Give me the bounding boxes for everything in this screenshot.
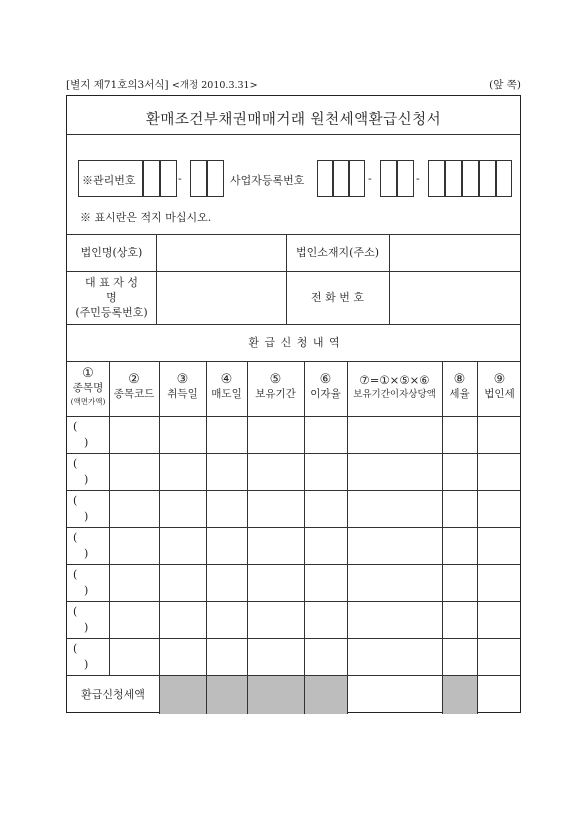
column-label: 취득일	[167, 388, 198, 400]
total-shaded-cells	[442, 676, 477, 714]
total-refund-field[interactable]	[477, 675, 522, 714]
phone-label: 전 화 번 호	[311, 291, 364, 304]
column-header	[109, 373, 159, 401]
row-close-paren: )	[84, 658, 89, 671]
column-number: ③	[176, 372, 189, 387]
instruction-note: ※ 표시란은 적지 마십시오.	[80, 211, 212, 224]
column-header	[206, 373, 247, 401]
management-number-box[interactable]	[160, 160, 177, 197]
column-header	[304, 373, 347, 401]
column-number: ⑨	[493, 372, 506, 387]
business-number-box[interactable]	[479, 160, 496, 197]
business-registration-label: 사업자등록번호	[230, 174, 305, 187]
management-number-label: ※관리번호	[82, 174, 136, 187]
row-open-paren: (	[73, 494, 78, 507]
representative-label-line2: 명	[106, 291, 117, 304]
column-number: ⑦=①×⑤×⑥	[359, 373, 430, 387]
column-label: 종목명	[72, 382, 104, 394]
management-number-box[interactable]	[207, 160, 224, 197]
corp-address-label: 법인소재지(주소)	[296, 246, 379, 259]
dash-separator: -	[368, 172, 372, 185]
representative-field[interactable]	[156, 271, 286, 324]
column-number: ⑥	[319, 372, 332, 387]
form-title: 환매조건부채권매매거래 원천세액환급신청서	[145, 112, 442, 128]
phone-field[interactable]	[389, 271, 522, 324]
management-number-box[interactable]	[143, 160, 160, 197]
business-number-box[interactable]	[496, 160, 512, 197]
business-number-box[interactable]	[380, 160, 397, 197]
dash-separator: -	[416, 172, 420, 185]
row-close-paren: )	[84, 584, 89, 597]
column-label: 종목코드	[113, 388, 155, 400]
row-close-paren: )	[84, 436, 89, 449]
business-number-box[interactable]	[445, 160, 462, 197]
column-number: ⑧	[453, 372, 466, 387]
column-label: 보유기간	[255, 388, 296, 400]
corp-name-label: 법인명(상호)	[80, 246, 143, 259]
column-label: 매도일	[211, 388, 242, 400]
column-label: 법인세	[484, 388, 515, 400]
business-number-box[interactable]	[462, 160, 479, 197]
total-refund-label: 환급신청세액	[81, 688, 145, 701]
row-close-paren: )	[84, 510, 89, 523]
column-header	[67, 367, 109, 409]
row-open-paren: (	[73, 420, 78, 433]
column-header	[247, 373, 304, 401]
row-open-paren: (	[73, 531, 78, 544]
column-header	[159, 373, 206, 401]
total-shaded-cells	[159, 676, 347, 714]
row-open-paren: (	[73, 642, 78, 655]
section-title: 환 급 신 청 내 역	[248, 336, 341, 349]
row-close-paren: )	[84, 473, 89, 486]
representative-label	[67, 271, 156, 324]
business-number-box[interactable]	[317, 160, 333, 197]
business-number-box[interactable]	[349, 160, 365, 197]
column-header	[477, 373, 522, 401]
column-number: ⑤	[269, 372, 282, 387]
application-form	[66, 95, 521, 713]
page-side-label: (앞 쪽)	[489, 79, 521, 91]
column-header	[347, 373, 442, 402]
management-number-box[interactable]	[190, 160, 207, 197]
row-close-paren: )	[84, 547, 89, 560]
corp-name-field[interactable]	[156, 234, 286, 271]
representative-label-line1: 대 표 자 성	[85, 276, 138, 289]
corp-address-field[interactable]	[389, 234, 522, 271]
column-header	[442, 373, 477, 401]
column-sublabel: (액면가액)	[70, 397, 106, 406]
row-close-paren: )	[84, 621, 89, 634]
dash-separator: -	[178, 172, 182, 185]
column-number: ①	[82, 366, 94, 381]
representative-label-line3: (주민등록번호)	[75, 306, 148, 319]
column-number: ④	[220, 372, 233, 387]
business-number-box[interactable]	[333, 160, 349, 197]
form-number	[66, 77, 258, 92]
row-open-paren: (	[73, 568, 78, 581]
form-number-text: [별지 제71호의3서식]	[66, 79, 169, 91]
revision-date: <개정 2010.3.31>	[171, 80, 258, 91]
row-open-paren: (	[73, 605, 78, 618]
business-number-box[interactable]	[428, 160, 445, 197]
column-label: 보유기간이자상당액	[353, 389, 436, 400]
column-label: 이자율	[310, 388, 341, 400]
column-number: ②	[128, 372, 140, 387]
row-open-paren: (	[73, 457, 78, 470]
column-label: 세율	[449, 388, 470, 400]
business-number-box[interactable]	[397, 160, 414, 197]
